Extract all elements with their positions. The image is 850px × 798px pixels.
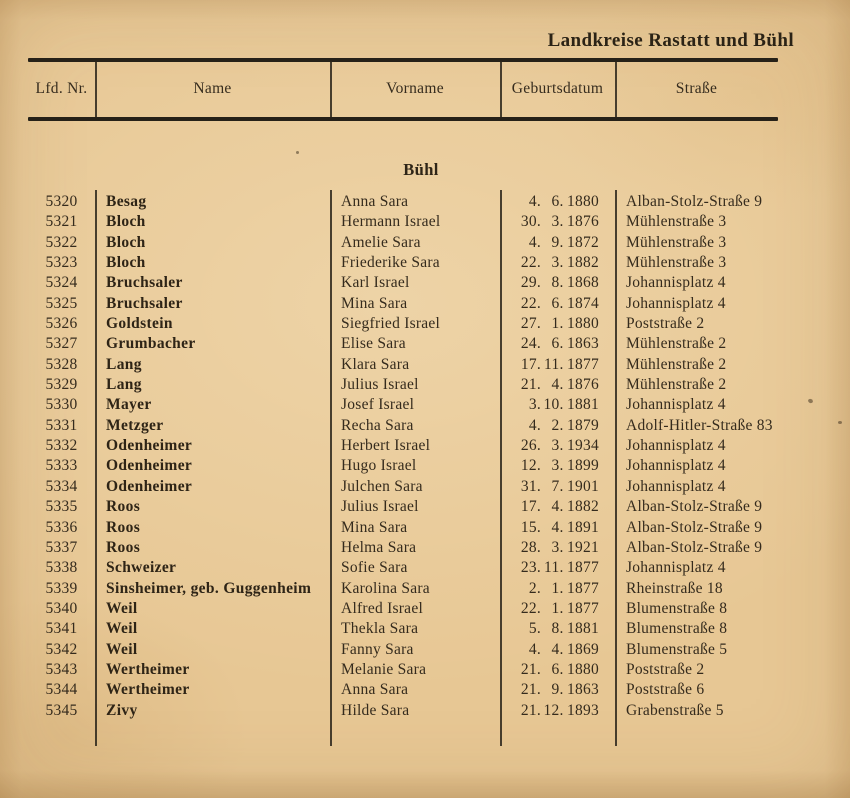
cell-strasse: Poststraße 2 bbox=[626, 660, 705, 678]
cell-vorname: Amelie Sara bbox=[341, 233, 421, 251]
cell-name: Bloch bbox=[106, 213, 146, 231]
cell-strasse: Adolf-Hitler-Straße 83 bbox=[626, 416, 773, 434]
cell-vorname: Thekla Sara bbox=[341, 620, 419, 638]
date-month: 12. bbox=[543, 701, 564, 719]
cell-vorname: Recha Sara bbox=[341, 416, 414, 434]
date-day: 5. bbox=[528, 620, 541, 638]
cell-vorname: Hugo Israel bbox=[341, 457, 417, 475]
date-year: 1882 bbox=[567, 498, 599, 516]
date-year: 1869 bbox=[567, 640, 599, 658]
cell-geburtsdatum bbox=[500, 640, 615, 660]
date-month: 11. bbox=[544, 559, 564, 577]
cell-vorname: Josef Israel bbox=[341, 396, 415, 414]
cell-name: Zivy bbox=[106, 701, 138, 719]
cell-vorname: Friederike Sara bbox=[341, 254, 440, 272]
date-day: 21. bbox=[520, 681, 541, 699]
date-month: 9. bbox=[551, 233, 564, 251]
cell-strasse: Johannisplatz 4 bbox=[626, 396, 726, 414]
cell-strasse: Johannisplatz 4 bbox=[626, 274, 726, 292]
table-row bbox=[28, 212, 778, 232]
date-day: 27. bbox=[520, 315, 541, 333]
cell-vorname: Herbert Israel bbox=[341, 437, 431, 455]
column-header-vorname: Vorname bbox=[386, 80, 444, 97]
table-row bbox=[28, 436, 778, 456]
cell-lfd-nr: 5323 bbox=[45, 254, 78, 272]
cell-lfd-nr: 5320 bbox=[45, 193, 78, 210]
header-column-divider bbox=[615, 61, 617, 117]
column-header-lfd-nr: Lfd. Nr. bbox=[35, 80, 88, 97]
cell-geburtsdatum bbox=[500, 477, 615, 497]
cell-vorname: Fanny Sara bbox=[341, 640, 414, 658]
date-year: 1880 bbox=[567, 193, 599, 210]
date-month: 6. bbox=[551, 335, 564, 353]
cell-name: Mayer bbox=[106, 396, 152, 414]
cell-strasse: Alban-Stolz-Straße 9 bbox=[626, 193, 763, 210]
date-day: 22. bbox=[520, 254, 541, 272]
date-month: 1. bbox=[551, 579, 564, 597]
date-day: 4. bbox=[528, 416, 541, 434]
date-year: 1876 bbox=[567, 213, 599, 231]
cell-geburtsdatum bbox=[500, 294, 615, 314]
date-day: 30. bbox=[520, 213, 541, 231]
cell-strasse: Johannisplatz 4 bbox=[626, 477, 726, 495]
cell-geburtsdatum bbox=[500, 395, 615, 415]
date-day: 17. bbox=[520, 355, 541, 373]
cell-strasse: Mühlenstraße 3 bbox=[626, 233, 727, 251]
table-row bbox=[28, 619, 778, 639]
date-year: 1901 bbox=[567, 477, 599, 495]
cell-lfd-nr: 5336 bbox=[45, 518, 78, 536]
cell-geburtsdatum bbox=[500, 416, 615, 436]
date-year: 1879 bbox=[567, 416, 599, 434]
cell-strasse: Blumenstraße 8 bbox=[626, 620, 728, 638]
header-column-divider bbox=[95, 61, 97, 117]
cell-strasse: Blumenstraße 8 bbox=[626, 599, 728, 617]
date-month: 3. bbox=[551, 538, 564, 556]
date-day: 2. bbox=[528, 579, 541, 597]
date-month: 2. bbox=[551, 416, 564, 434]
cell-vorname: Mina Sara bbox=[341, 294, 408, 312]
date-year: 1881 bbox=[567, 396, 599, 414]
cell-name: Bruchsaler bbox=[106, 274, 183, 292]
date-month: 8. bbox=[551, 620, 564, 638]
date-month: 4. bbox=[551, 498, 564, 516]
cell-strasse: Mühlenstraße 2 bbox=[626, 355, 727, 373]
cell-geburtsdatum bbox=[500, 579, 615, 599]
cell-vorname: Elise Sara bbox=[341, 335, 406, 353]
cell-strasse: Alban-Stolz-Straße 9 bbox=[626, 538, 763, 556]
date-month: 3. bbox=[551, 213, 564, 231]
cell-geburtsdatum bbox=[500, 518, 615, 538]
date-year: 1880 bbox=[567, 315, 599, 333]
table-row bbox=[28, 558, 778, 578]
cell-geburtsdatum bbox=[500, 538, 615, 558]
date-year: 1893 bbox=[567, 701, 599, 719]
cell-vorname: Mina Sara bbox=[341, 518, 408, 536]
cell-name: Besag bbox=[106, 193, 147, 210]
cell-lfd-nr: 5330 bbox=[45, 396, 78, 414]
paper-speck bbox=[296, 151, 299, 154]
table-row bbox=[28, 253, 778, 273]
cell-lfd-nr: 5344 bbox=[45, 681, 78, 699]
date-day: 4. bbox=[528, 193, 541, 210]
cell-geburtsdatum bbox=[500, 355, 615, 375]
date-month: 4. bbox=[551, 376, 564, 394]
cell-geburtsdatum bbox=[500, 619, 615, 639]
cell-geburtsdatum bbox=[500, 233, 615, 253]
cell-name: Odenheimer bbox=[106, 437, 193, 455]
cell-vorname: Anna Sara bbox=[341, 193, 409, 210]
cell-lfd-nr: 5332 bbox=[45, 437, 78, 455]
date-day: 21. bbox=[520, 701, 541, 719]
cell-lfd-nr: 5337 bbox=[45, 538, 78, 556]
date-year: 1877 bbox=[567, 579, 599, 597]
cell-lfd-nr: 5335 bbox=[45, 498, 78, 516]
table-row bbox=[28, 538, 778, 558]
column-header-strasse: Straße bbox=[675, 80, 718, 97]
cell-strasse: Alban-Stolz-Straße 9 bbox=[626, 498, 763, 516]
date-year: 1874 bbox=[567, 294, 599, 312]
date-day: 21. bbox=[520, 376, 541, 394]
table-row bbox=[28, 599, 778, 619]
date-year: 1876 bbox=[567, 376, 599, 394]
cell-name: Wertheimer bbox=[106, 681, 190, 699]
date-month: 4. bbox=[551, 640, 564, 658]
cell-geburtsdatum bbox=[500, 273, 615, 293]
cell-name: Weil bbox=[106, 640, 138, 658]
date-month: 11. bbox=[544, 355, 564, 373]
date-year: 1877 bbox=[567, 599, 599, 617]
paper-speck bbox=[807, 398, 813, 404]
cell-name: Wertheimer bbox=[106, 660, 190, 678]
cell-strasse: Grabenstraße 5 bbox=[626, 701, 724, 719]
table-row bbox=[28, 416, 778, 436]
date-month: 1. bbox=[551, 599, 564, 617]
cell-strasse: Blumenstraße 5 bbox=[626, 640, 728, 658]
cell-name: Goldstein bbox=[106, 315, 173, 333]
date-day: 22. bbox=[520, 599, 541, 617]
cell-lfd-nr: 5333 bbox=[45, 457, 78, 475]
cell-lfd-nr: 5322 bbox=[45, 233, 78, 251]
cell-geburtsdatum bbox=[500, 212, 615, 232]
cell-geburtsdatum bbox=[500, 192, 615, 212]
table-row bbox=[28, 456, 778, 476]
table-row bbox=[28, 294, 778, 314]
date-day: 24. bbox=[520, 335, 541, 353]
date-month: 4. bbox=[551, 518, 564, 536]
date-month: 7. bbox=[551, 477, 564, 495]
date-month: 10. bbox=[543, 396, 564, 414]
cell-strasse: Johannisplatz 4 bbox=[626, 294, 726, 312]
cell-vorname: Sofie Sara bbox=[341, 559, 408, 577]
cell-vorname: Karolina Sara bbox=[341, 579, 430, 597]
cell-geburtsdatum bbox=[500, 701, 615, 721]
cell-geburtsdatum bbox=[500, 660, 615, 680]
page-title: Landkreise Rastatt und Bühl bbox=[547, 30, 794, 51]
cell-name: Grumbacher bbox=[106, 335, 196, 353]
cell-strasse: Mühlenstraße 2 bbox=[626, 335, 727, 353]
table-row bbox=[28, 355, 778, 375]
date-month: 3. bbox=[551, 254, 564, 272]
date-day: 28. bbox=[520, 538, 541, 556]
date-day: 22. bbox=[520, 294, 541, 312]
date-day: 3. bbox=[528, 396, 541, 414]
table-row bbox=[28, 273, 778, 293]
date-year: 1880 bbox=[567, 660, 599, 678]
cell-lfd-nr: 5343 bbox=[45, 660, 78, 678]
table-row bbox=[28, 497, 778, 517]
cell-name: Lang bbox=[106, 355, 142, 373]
date-year: 1891 bbox=[567, 518, 599, 536]
cell-name: Roos bbox=[106, 538, 141, 556]
table-row bbox=[28, 640, 778, 660]
date-day: 15. bbox=[520, 518, 541, 536]
cell-name: Bloch bbox=[106, 233, 146, 251]
cell-strasse: Johannisplatz 4 bbox=[626, 437, 726, 455]
date-month: 6. bbox=[551, 193, 564, 210]
cell-vorname: Anna Sara bbox=[341, 681, 409, 699]
cell-vorname: Klara Sara bbox=[341, 355, 410, 373]
cell-strasse: Alban-Stolz-Straße 9 bbox=[626, 518, 763, 536]
cell-name: Lang bbox=[106, 376, 142, 394]
date-month: 6. bbox=[551, 294, 564, 312]
date-month: 3. bbox=[551, 437, 564, 455]
cell-name: Odenheimer bbox=[106, 477, 193, 495]
cell-geburtsdatum bbox=[500, 253, 615, 273]
date-month: 9. bbox=[551, 681, 564, 699]
cell-lfd-nr: 5341 bbox=[45, 620, 78, 638]
table-row bbox=[28, 375, 778, 395]
table-row bbox=[28, 334, 778, 354]
cell-name: Odenheimer bbox=[106, 457, 193, 475]
date-year: 1899 bbox=[567, 457, 599, 475]
date-year: 1921 bbox=[567, 538, 599, 556]
cell-strasse: Mühlenstraße 3 bbox=[626, 213, 727, 231]
cell-vorname: Karl Israel bbox=[341, 274, 410, 292]
cell-vorname: Julchen Sara bbox=[341, 477, 423, 495]
table-row bbox=[28, 477, 778, 497]
table-header-row bbox=[28, 61, 778, 117]
cell-lfd-nr: 5339 bbox=[45, 579, 78, 597]
cell-lfd-nr: 5338 bbox=[45, 559, 78, 577]
cell-lfd-nr: 5328 bbox=[45, 355, 78, 373]
table-row bbox=[28, 233, 778, 253]
date-month: 8. bbox=[551, 274, 564, 292]
cell-vorname: Julius Israel bbox=[341, 376, 419, 394]
cell-vorname: Julius Israel bbox=[341, 498, 419, 516]
date-day: 23. bbox=[520, 559, 541, 577]
cell-geburtsdatum bbox=[500, 558, 615, 578]
cell-lfd-nr: 5340 bbox=[45, 599, 78, 617]
cell-lfd-nr: 5325 bbox=[45, 294, 78, 312]
table-row bbox=[28, 395, 778, 415]
table-row bbox=[28, 192, 778, 212]
date-year: 1872 bbox=[567, 233, 599, 251]
cell-geburtsdatum bbox=[500, 436, 615, 456]
cell-name: Schweizer bbox=[106, 559, 177, 577]
cell-lfd-nr: 5329 bbox=[45, 376, 78, 394]
cell-vorname: Hilde Sara bbox=[341, 701, 410, 719]
table-row bbox=[28, 314, 778, 334]
table-body bbox=[28, 192, 778, 721]
cell-strasse: Poststraße 2 bbox=[626, 315, 705, 333]
date-day: 21. bbox=[520, 660, 541, 678]
date-day: 29. bbox=[520, 274, 541, 292]
cell-strasse: Mühlenstraße 3 bbox=[626, 254, 727, 272]
date-year: 1934 bbox=[567, 437, 599, 455]
column-header-geburtsdatum: Geburtsdatum bbox=[511, 80, 604, 97]
cell-geburtsdatum bbox=[500, 497, 615, 517]
cell-lfd-nr: 5321 bbox=[45, 213, 78, 231]
cell-lfd-nr: 5342 bbox=[45, 640, 78, 658]
cell-geburtsdatum bbox=[500, 680, 615, 700]
cell-vorname: Melanie Sara bbox=[341, 660, 427, 678]
table-row bbox=[28, 579, 778, 599]
table-row bbox=[28, 518, 778, 538]
cell-strasse: Rheinstraße 18 bbox=[626, 579, 723, 597]
table-row bbox=[28, 660, 778, 680]
table-row bbox=[28, 680, 778, 700]
date-day: 4. bbox=[528, 640, 541, 658]
cell-lfd-nr: 5326 bbox=[45, 315, 78, 333]
paper-speck bbox=[838, 421, 842, 424]
cell-lfd-nr: 5345 bbox=[45, 701, 78, 719]
date-day: 4. bbox=[528, 233, 541, 251]
table-row bbox=[28, 701, 778, 721]
date-year: 1863 bbox=[567, 681, 599, 699]
cell-geburtsdatum bbox=[500, 334, 615, 354]
cell-name: Sinsheimer, geb. Guggenheim bbox=[106, 579, 312, 597]
section-heading: Bühl bbox=[403, 160, 439, 179]
cell-name: Weil bbox=[106, 620, 138, 638]
date-month: 3. bbox=[551, 457, 564, 475]
cell-strasse: Mühlenstraße 2 bbox=[626, 376, 727, 394]
date-year: 1877 bbox=[567, 355, 599, 373]
date-year: 1863 bbox=[567, 335, 599, 353]
cell-geburtsdatum bbox=[500, 375, 615, 395]
header-column-divider bbox=[500, 61, 502, 117]
date-day: 12. bbox=[520, 457, 541, 475]
date-year: 1877 bbox=[567, 559, 599, 577]
cell-lfd-nr: 5327 bbox=[45, 335, 78, 353]
date-day: 31. bbox=[520, 477, 541, 495]
cell-vorname: Siegfried Israel bbox=[341, 315, 441, 333]
cell-vorname: Alfred Israel bbox=[341, 599, 423, 617]
cell-vorname: Helma Sara bbox=[341, 538, 417, 556]
date-day: 17. bbox=[520, 498, 541, 516]
cell-name: Roos bbox=[106, 518, 141, 536]
cell-strasse: Johannisplatz 4 bbox=[626, 457, 726, 475]
cell-lfd-nr: 5334 bbox=[45, 477, 78, 495]
cell-name: Bruchsaler bbox=[106, 294, 183, 312]
cell-lfd-nr: 5324 bbox=[45, 274, 78, 292]
cell-name: Roos bbox=[106, 498, 141, 516]
date-day: 26. bbox=[520, 437, 541, 455]
cell-geburtsdatum bbox=[500, 456, 615, 476]
cell-geburtsdatum bbox=[500, 599, 615, 619]
date-month: 6. bbox=[551, 660, 564, 678]
date-month: 1. bbox=[551, 315, 564, 333]
date-year: 1881 bbox=[567, 620, 599, 638]
cell-lfd-nr: 5331 bbox=[45, 416, 78, 434]
cell-name: Bloch bbox=[106, 254, 146, 272]
date-year: 1882 bbox=[567, 254, 599, 272]
header-column-divider bbox=[330, 61, 332, 117]
column-header-name: Name bbox=[193, 80, 232, 97]
cell-strasse: Poststraße 6 bbox=[626, 681, 705, 699]
table-header-bottom-rule bbox=[28, 117, 778, 121]
cell-name: Weil bbox=[106, 599, 138, 617]
cell-strasse: Johannisplatz 4 bbox=[626, 559, 726, 577]
date-year: 1868 bbox=[567, 274, 599, 292]
cell-geburtsdatum bbox=[500, 314, 615, 334]
cell-name: Metzger bbox=[106, 416, 164, 434]
cell-vorname: Hermann Israel bbox=[341, 213, 441, 231]
